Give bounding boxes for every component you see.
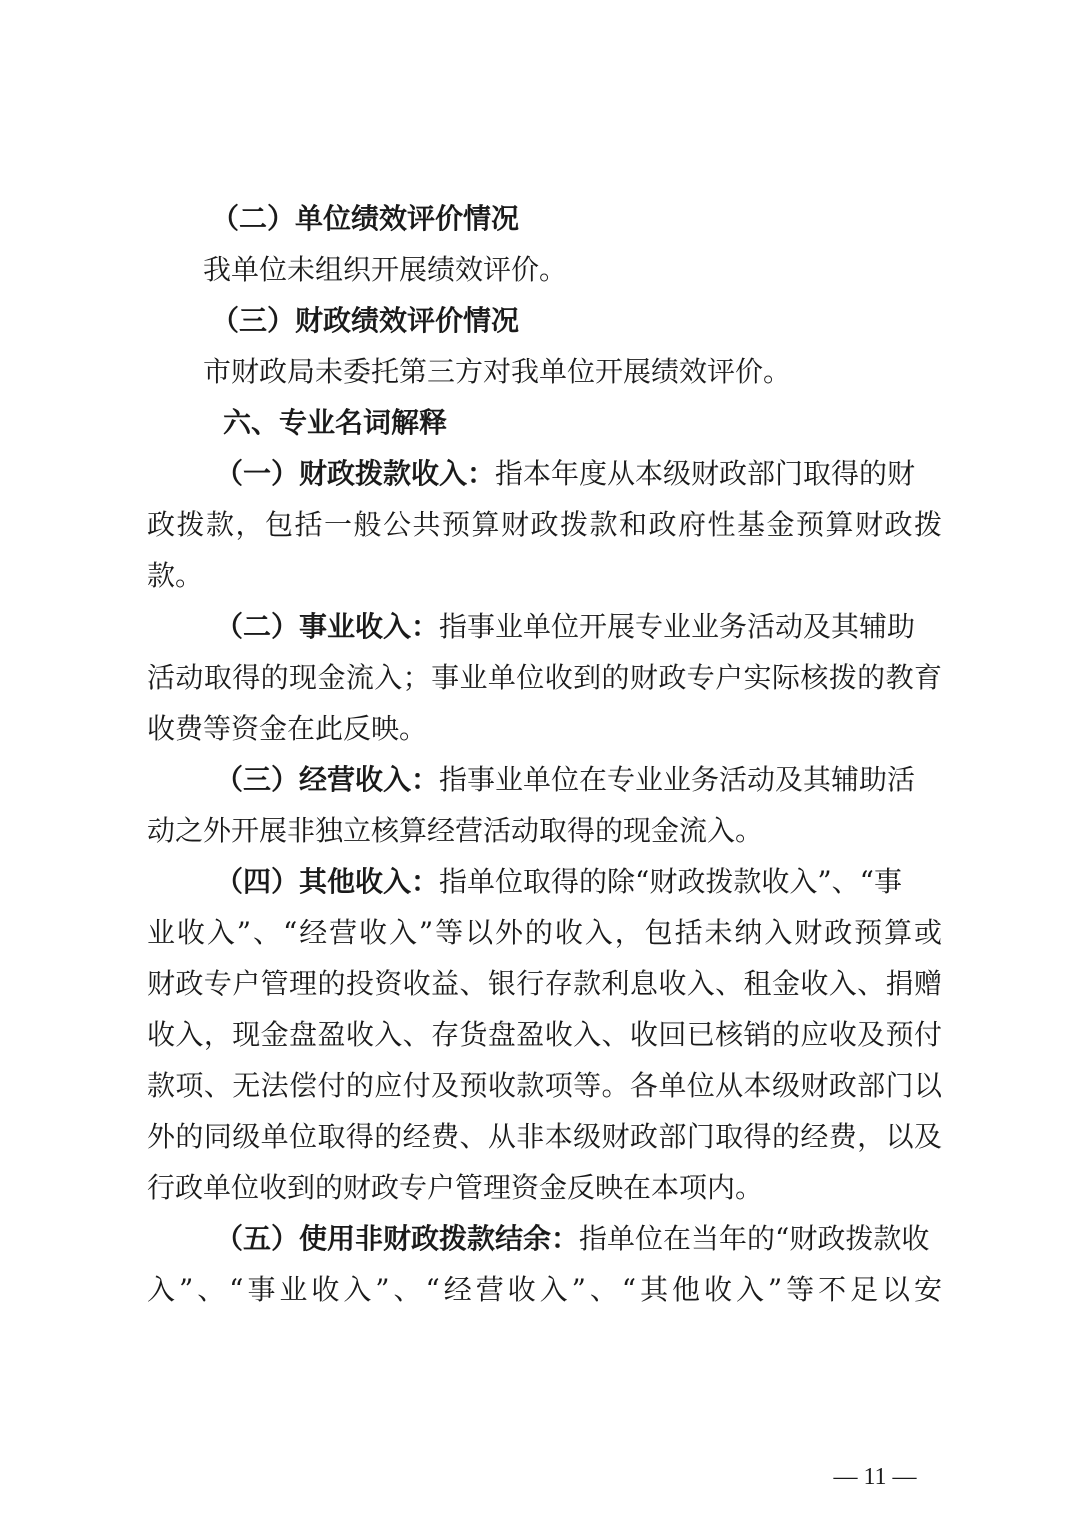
term-1-text-1: 指本年度从本级财政部门取得的财 bbox=[495, 457, 916, 490]
term-4-line-2: 业收入”、“经营收入”等以外的收入，包括未纳入财政预算或 bbox=[147, 916, 942, 949]
term-2-line-3: 收费等资金在此反映。 bbox=[147, 712, 428, 745]
section-3-body: 市财政局未委托第三方对我单位开展绩效评价。 bbox=[203, 355, 792, 388]
term-4-line-7: 行政单位收到的财政专户管理资金反映在本项内。 bbox=[147, 1171, 764, 1204]
section-3-heading: （三）财政绩效评价情况 bbox=[211, 304, 520, 337]
page-number: — 11 — bbox=[833, 1464, 917, 1490]
term-5-label: （五）使用非财政拨款结余： bbox=[215, 1222, 580, 1255]
term-1-label: （一）财政拨款收入： bbox=[215, 457, 496, 490]
term-3-line-1 bbox=[215, 763, 942, 797]
term-1-line-2: 政拨款，包括一般公共预算财政拨款和政府性基金预算财政拨 bbox=[147, 508, 942, 541]
term-4-line-6: 外的同级单位取得的经费、从非本级财政部门取得的经费，以及 bbox=[147, 1120, 942, 1153]
term-1-line-3: 款。 bbox=[147, 559, 204, 592]
term-4-label: （四）其他收入： bbox=[215, 865, 440, 898]
term-5-line-2: 入”、“事业收入”、“经营收入”、“其他收入”等不足以安 bbox=[147, 1273, 942, 1306]
section-2-body: 我单位未组织开展绩效评价。 bbox=[203, 253, 568, 286]
term-5-text-1: 指单位在当年的“财政拨款收 bbox=[579, 1222, 930, 1255]
term-3-text-1: 指事业单位在专业业务活动及其辅助活 bbox=[439, 763, 916, 796]
term-3-label: （三）经营收入： bbox=[215, 763, 440, 796]
term-2-text-1: 指事业单位开展专业业务活动及其辅助 bbox=[439, 610, 916, 643]
term-2-line-1 bbox=[215, 610, 942, 644]
term-4-line-5: 款项、无法偿付的应付及预收款项等。各单位从本级财政部门以 bbox=[147, 1069, 942, 1102]
chapter-6-heading: 六、专业名词解释 bbox=[223, 406, 448, 439]
term-5-line-1 bbox=[215, 1222, 942, 1256]
term-3-line-2: 动之外开展非独立核算经营活动取得的现金流入。 bbox=[147, 814, 764, 847]
term-2-label: （二）事业收入： bbox=[215, 610, 440, 643]
term-4-text-1: 指单位取得的除“财政拨款收入”、“事 bbox=[439, 865, 902, 898]
term-4-line-4: 收入，现金盘盈收入、存货盘盈收入、收回已核销的应收及预付 bbox=[147, 1018, 942, 1051]
term-2-line-2: 活动取得的现金流入；事业单位收到的财政专户实际核拨的教育 bbox=[147, 661, 942, 694]
term-4-line-1 bbox=[215, 865, 942, 899]
term-4-line-3: 财政专户管理的投资收益、银行存款利息收入、租金收入、捐赠 bbox=[147, 967, 942, 1000]
term-1-line-1 bbox=[215, 457, 942, 491]
section-2-heading: （二）单位绩效评价情况 bbox=[211, 202, 520, 235]
